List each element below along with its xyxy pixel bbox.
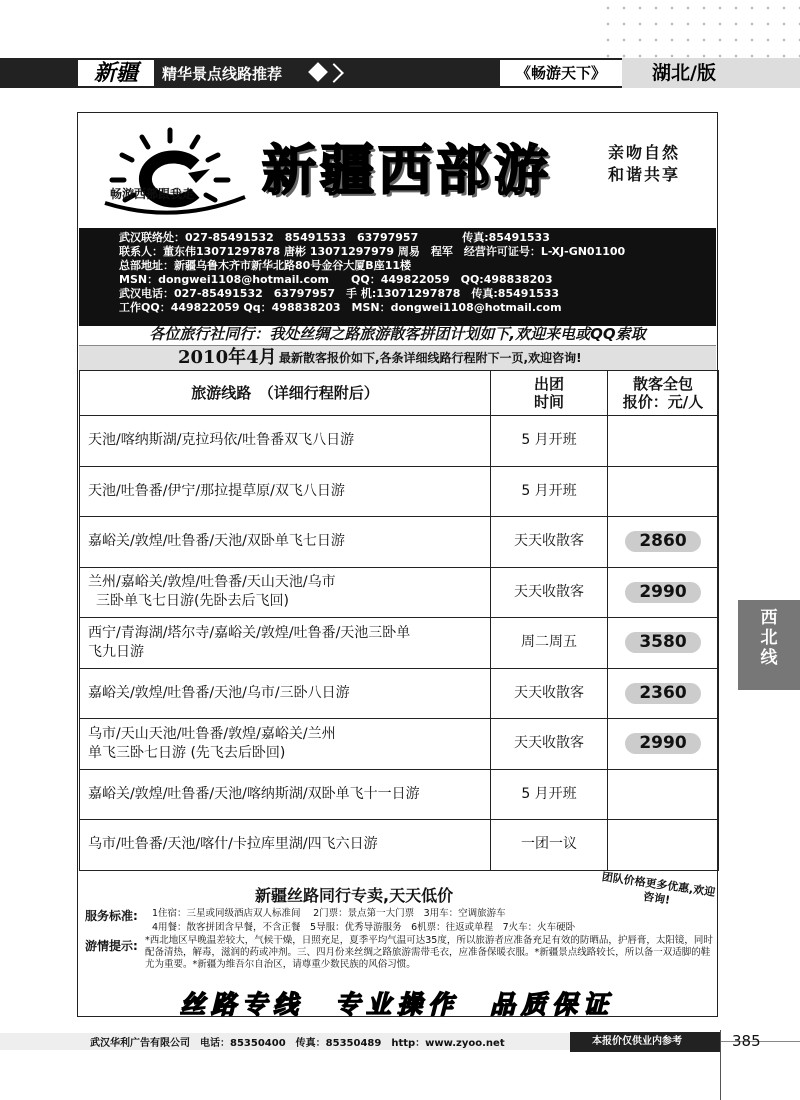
top-banner (0, 58, 800, 88)
table-row (80, 416, 719, 467)
page-footer (0, 1030, 800, 1054)
tips-text: *西北地区早晚温差较大，气候干燥，日照充足，夏季平均气温可达35度，所以旅游者应准备充足有效的防晒品，护唇膏，太阳镜，同时配备清热，解毒，滋润的药或冲剂。三、四月份来丝绸之路旅游需带毛衣，应准备保暖衣服。*新疆景点线路较长，所以备一双适脚的鞋尤为重要。*新疆为维吾尔自治区，请尊重少数民族的风俗习惯。 (145, 935, 713, 970)
price-value: 2360 (625, 683, 700, 704)
tagline-line: 亲吻自然 (608, 143, 681, 162)
route-line: 单飞三卧七日游 (先飞去后卧回) (88, 744, 286, 761)
month-title: 2010年4月 (178, 347, 277, 368)
banner-subtitle: 精华景点线路推荐 (162, 65, 283, 83)
side-tab-char: 线 (760, 648, 778, 668)
time-cell: 天天收散客 (491, 517, 608, 568)
price-cell (608, 668, 719, 719)
table-row (80, 820, 719, 871)
time-cell: 5 月开班 (491, 769, 608, 820)
route-line: 乌市/天山天池/吐鲁番/敦煌/嘉峪关/兰州 (88, 725, 336, 742)
time-cell: 周二周五 (491, 618, 608, 669)
time-cell: 5 月开班 (491, 416, 608, 467)
side-tab (738, 600, 800, 690)
dot-pattern (600, 0, 800, 58)
route-line: 嘉峪关/敦煌/吐鲁番/天池/喀纳斯湖/双卧单飞十一日游 (88, 785, 420, 802)
route-line: 三卧单飞七日游(先卧去后飞回) (96, 593, 289, 610)
contact-line: 工作QQ：449822059 Qq：498838203 MSN：dongwei1108@hotmail.com (119, 301, 562, 314)
brand-slogan: 畅游西部跟我走 (110, 187, 195, 201)
time-cell: 天天收散客 (491, 567, 608, 618)
side-tab-char: 北 (760, 628, 778, 648)
time-cell: 5 月开班 (491, 466, 608, 517)
month-bar (79, 345, 716, 371)
contact-line: 武汉联络处：027-85491532 85491533 63797957 传真:85491533 (119, 231, 550, 244)
route-cell (80, 466, 491, 517)
chevron-right-icon (324, 63, 344, 83)
price-table (79, 370, 719, 871)
header-price (608, 371, 719, 416)
price-value: 2990 (625, 582, 700, 603)
table-row (80, 517, 719, 568)
page-number: 385 (732, 1032, 761, 1050)
contact-line: 联系人：董东伟13071297878 唐彬 13071297979 周易 程军 经营许可证号：L-XJ-GN01100 (119, 245, 626, 258)
header-text: 出团 (533, 375, 564, 393)
header-text: 时间 (533, 393, 564, 411)
price-value: 2990 (625, 733, 700, 754)
price-cell (608, 820, 719, 871)
time-cell: 一团一议 (491, 820, 608, 871)
table-row (80, 769, 719, 820)
price-cell (608, 618, 719, 669)
route-line: 天池/喀纳斯湖/克拉玛依/吐鲁番双飞八日游 (88, 432, 355, 449)
price-cell (608, 517, 719, 568)
contact-block (79, 228, 716, 326)
edition-label: 湖北/版 (622, 58, 800, 88)
route-cell (80, 668, 491, 719)
time-cell: 天天收散客 (491, 719, 608, 770)
route-line: 乌市/吐鲁番/天池/喀什/卡拉库里湖/四飞六日游 (88, 836, 378, 853)
brand-headline: 新疆西部游 (262, 138, 552, 202)
service-label: 服务标准: (85, 909, 138, 923)
footer-company: 武汉华利广告有限公司 电话：85350400 传真：85350489 http：www.zyoo.net (90, 1038, 505, 1049)
price-value: 3580 (625, 632, 700, 653)
route-cell (80, 769, 491, 820)
route-cell (80, 517, 491, 568)
route-cell (80, 567, 491, 618)
price-cell (608, 567, 719, 618)
price-cell (608, 416, 719, 467)
table-row (80, 668, 719, 719)
header-text: 报价：元/人 (622, 393, 704, 411)
route-line: 西宁/青海湖/塔尔寺/嘉峪关/敦煌/吐鲁番/天池三卧单 (88, 624, 411, 641)
route-cell (80, 618, 491, 669)
header-route: 旅游线路 （详细行程附后） (80, 371, 491, 416)
side-tab-char: 西 (760, 608, 778, 628)
route-cell (80, 416, 491, 467)
tips-label: 游情提示: (85, 939, 138, 953)
service-line: 4用餐：散客拼团含早餐，不含正餐 5导服：优秀导游服务 6机票：往返或单程 7火车：火车硬卧 (152, 922, 576, 933)
table-row (80, 466, 719, 517)
contact-line: MSN：dongwei1108@hotmail.com QQ：449822059 QQ:498838203 (119, 273, 553, 286)
promo-title: 新疆丝路同行专卖,天天低价 (255, 886, 454, 905)
price-value: 2860 (625, 531, 700, 552)
notice-banner: 各位旅行社同行：我处丝绸之路旅游散客拼团计划如下,欢迎来电或QQ索取 (149, 325, 646, 343)
footer-note: 本报价仅供业内参考 (570, 1032, 720, 1052)
time-cell: 天天收散客 (491, 668, 608, 719)
month-subtitle: 最新散客报价如下,各条详细线路行程附下一页,欢迎咨询! (279, 351, 582, 365)
table-row (80, 618, 719, 669)
price-cell (608, 466, 719, 517)
route-line: 天池/吐鲁番/伊宁/那拉提草原/双飞八日游 (88, 482, 345, 499)
footer-slogan: 丝路专线 专业操作 品质保证 (180, 990, 615, 1019)
contact-line: 总部地址：新疆乌鲁木齐市新华北路80号金谷大厦B座11楼 (119, 259, 411, 272)
tagline-line: 和谐共享 (608, 165, 681, 184)
route-line: 飞九日游 (88, 643, 144, 660)
route-line: 嘉峪关/敦煌/吐鲁番/天池/乌市/三卧八日游 (88, 684, 350, 701)
banner-logo: 新疆 (78, 60, 154, 86)
price-cell (608, 769, 719, 820)
route-cell (80, 719, 491, 770)
table-row (80, 567, 719, 618)
route-cell (80, 820, 491, 871)
price-cell (608, 719, 719, 770)
header-depart (491, 371, 608, 416)
route-line: 兰州/嘉峪关/敦煌/吐鲁番/天山天池/乌市 (88, 574, 336, 591)
brand-tagline (608, 142, 718, 186)
group-note: 团队价格更多优惠,欢迎咨询! (601, 870, 716, 907)
table-row (80, 719, 719, 770)
route-line: 嘉峪关/敦煌/吐鲁番/天池/双卧单飞七日游 (88, 533, 345, 550)
contact-line: 武汉电话：027-85491532 63797957 手 机:13071297878 传真:85491533 (119, 287, 560, 300)
header-text: 散客全包 (632, 375, 693, 393)
magazine-title: 《畅游天下》 (500, 60, 622, 86)
sun-logo-icon (100, 125, 250, 220)
table-header-row (80, 371, 719, 416)
margin-line (720, 1030, 721, 1100)
service-line: 1住宿：三星或同级酒店双人标准间 2门票：景点第一大门票 3用车：空调旅游车 (152, 908, 506, 919)
